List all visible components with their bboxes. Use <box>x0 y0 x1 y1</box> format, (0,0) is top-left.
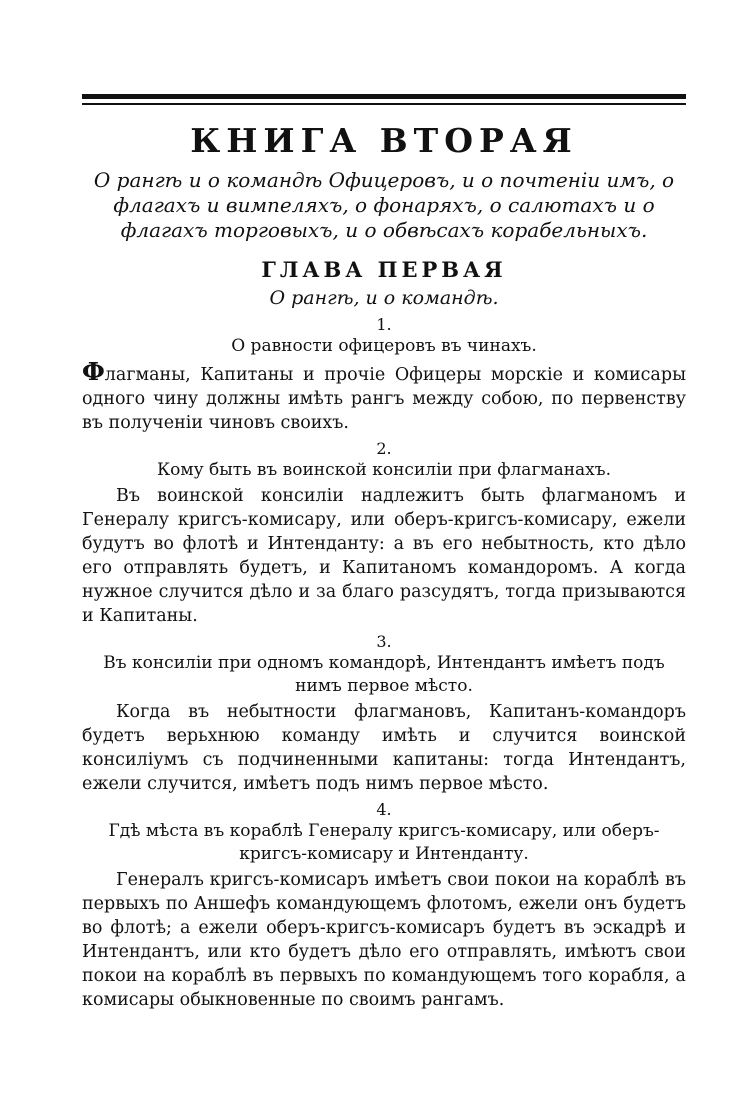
article-number: 4. <box>376 800 392 819</box>
article-heading: Кому быть въ воинской консилiи при флагманахъ. <box>157 460 611 480</box>
article-2 <box>82 439 686 628</box>
article-number: 2. <box>376 439 392 458</box>
page-content <box>82 112 686 1012</box>
article-heading: Въ консилiи при одномъ командорѣ, Интендантъ имѣетъ подъ нимъ первое мѣсто. <box>103 653 665 696</box>
article-heading: О равности офицеровъ въ чинахъ. <box>231 336 537 356</box>
book-subtitle: О рангѣ и о командѣ Офицеровъ, и о почтенiи имъ, о флагахъ и вимпеляхъ, о фонаряхъ, о салютахъ и о флагахъ торговыхъ, и о обвѣсахъ корабельныхъ. <box>93 168 675 242</box>
article-body: Въ воинской консилiи надлежитъ быть флагманомъ и Генералу кригсъ-комисару, или оберъ-кригсъ-комисару, ежели будутъ во флотѣ и Интенданту: а въ его небытность, кто дѣло его отправлять будетъ, и Капитаномъ командоромъ. А когда нужное случится дѣло и за благо разсудятъ, тогда призываются и Капитаны. <box>82 486 686 626</box>
article-number: 1. <box>376 315 392 334</box>
article-number: 3. <box>376 632 392 651</box>
header-rule-thin <box>82 103 686 105</box>
article-body <box>82 357 686 435</box>
book-title: КНИГА ВТОРАЯ <box>190 121 578 160</box>
article-4 <box>82 800 686 1012</box>
header-rule-thick <box>82 94 686 99</box>
article-3 <box>82 632 686 796</box>
article-body: Когда въ небытности флагмановъ, Капитанъ-командоръ будетъ верьхнюю команду имѣть и случится воинской консилiумъ съ подчиненными капитаны: тогда Интендантъ, ежели случится, имѣетъ подъ нимъ первое мѣсто. <box>82 702 686 794</box>
article-body: Генералъ кригсъ-комисаръ имѣетъ свои покои на кораблѣ въ первыхъ по Аншефъ командующемъ флотомъ, ежели онъ будетъ во флотѣ; а ежели оберъ-кригсъ-комисаръ будетъ въ эскадрѣ и Интендантъ, или кто будетъ дѣло его отправлять, имѣютъ свои покои на кораблѣ въ первыхъ по командующемъ того корабля, а комисары обыкновенные по своимъ рангамъ. <box>82 870 686 1010</box>
article-1 <box>82 315 686 435</box>
article-text: лагманы, Капитаны и прочiе Офицеры морскiе и комисары одного чину должны имѣть рангъ между собою, по первенству въ полученiи чиновъ своихъ. <box>82 365 686 433</box>
chapter-subtitle: О рангѣ, и о командѣ. <box>269 287 499 309</box>
drop-cap: Ф <box>82 357 105 386</box>
chapter-title: ГЛАВА ПЕРВАЯ <box>261 257 507 282</box>
article-heading: Гдѣ мѣста въ кораблѣ Генералу кригсъ-комисару, или оберъ-кригсъ-комисару и Интенданту. <box>108 821 660 864</box>
